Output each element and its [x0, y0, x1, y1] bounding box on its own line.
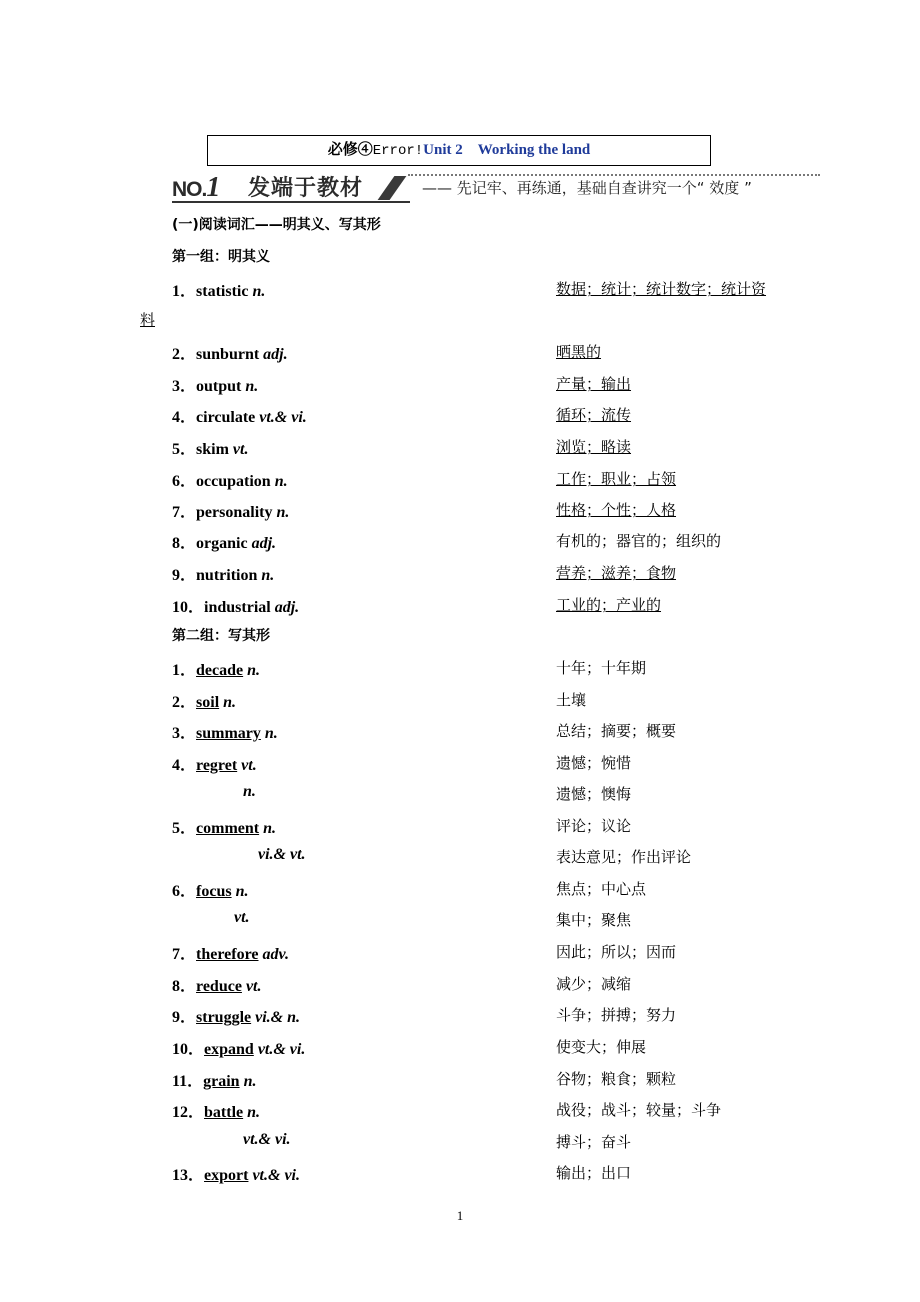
english-word: therefore: [196, 946, 259, 963]
vocab-term: [172, 499, 289, 522]
vocab-term: [172, 657, 260, 680]
item-number: 8．: [172, 535, 197, 552]
banner-slash-icon: [378, 176, 407, 200]
item-number: 3．: [172, 378, 197, 395]
part-of-speech: vt.& vi.: [252, 1167, 300, 1184]
chinese-meaning: 工作；职业；占领: [556, 470, 677, 488]
vocab-row: [0, 530, 920, 554]
item-number: 4．: [172, 757, 197, 774]
item-number: 7．: [172, 504, 197, 521]
vocab-row: [0, 1036, 920, 1060]
vocab-term: [234, 909, 250, 927]
english-word: grain: [203, 1073, 240, 1090]
vocab-row: [0, 278, 920, 302]
chinese-meaning: 有机的；器官的；组织的: [556, 532, 722, 550]
part-of-speech: vt.& vi.: [243, 1131, 291, 1148]
vocab-term: [172, 1068, 256, 1091]
vocab-row: [0, 846, 920, 870]
vocab-term: [172, 878, 248, 901]
banner-underline: [172, 201, 410, 203]
vocab-row: [0, 783, 920, 807]
vocab-row: [0, 1131, 920, 1155]
english-word: occupation: [196, 473, 271, 490]
item-number: 10．: [172, 1041, 205, 1058]
chinese-meaning: 减少；减缩: [556, 975, 632, 993]
part-of-speech: adv.: [262, 946, 290, 963]
part-of-speech: vt.: [241, 757, 257, 774]
unit-label: Unit 2: [423, 142, 463, 158]
item-number: 3．: [172, 725, 197, 742]
chinese-meaning: 循环；流传: [556, 406, 632, 424]
unit-title-box: [207, 135, 711, 166]
chinese-meaning: 斗争；拼搏；努力: [556, 1006, 677, 1024]
item-number: 9．: [172, 1009, 197, 1026]
chinese-meaning: 焦点；中心点: [556, 880, 647, 898]
vocab-row: [0, 499, 920, 523]
chinese-meaning: 战役；战斗；较量；斗争: [556, 1101, 722, 1119]
vocab-row: [0, 594, 920, 618]
part-of-speech: n.: [247, 1104, 261, 1121]
vocab-term: [172, 530, 276, 553]
vocab-row: [0, 657, 920, 681]
item-number: 12．: [172, 1104, 205, 1121]
part-of-speech: n.: [274, 473, 288, 490]
vocab-term: [172, 404, 307, 427]
english-word: reduce: [196, 978, 242, 995]
item-number: 13．: [172, 1167, 205, 1184]
vocab-row: [0, 1099, 920, 1123]
english-word: struggle: [196, 1009, 252, 1026]
chinese-meaning: 数据；统计；统计数字；统计资: [556, 280, 767, 298]
vocab-row: [0, 1004, 920, 1028]
part-of-speech: n.: [247, 662, 261, 679]
part-of-speech: vt.: [245, 978, 262, 995]
item-number: 5．: [172, 441, 197, 458]
chinese-meaning: 性格；个性；人格: [556, 501, 677, 519]
chinese-meaning: 土壤: [556, 691, 587, 709]
english-word: nutrition: [196, 567, 258, 584]
page-number: 1: [456, 1208, 464, 1223]
part-of-speech: vi.& vt.: [258, 846, 306, 863]
english-word: regret: [196, 757, 238, 774]
vocab-row: [0, 1068, 920, 1092]
chinese-meaning: 工业的；产业的: [556, 596, 662, 614]
vocab-term: [172, 373, 258, 396]
group1-title: 第一组：明其义: [172, 249, 270, 265]
vocab-term: [172, 941, 289, 964]
vocab-term: [243, 1131, 291, 1149]
english-word: output: [196, 378, 242, 395]
vocab-term: [172, 1036, 305, 1059]
item-number: 6．: [172, 883, 197, 900]
field-error: Error!: [372, 143, 424, 159]
vocab-row: [0, 909, 920, 933]
part-of-speech: n.: [235, 883, 249, 900]
part-of-speech: n.: [261, 567, 275, 584]
banner-subtitle: —— 先记牢、再练通，基础自查讲究一个“ 效度 ”: [422, 179, 752, 197]
meaning-wrap: 料: [140, 311, 156, 329]
part-of-speech: n.: [252, 283, 266, 300]
banner-heading: 发端于教材: [248, 176, 364, 201]
banner-dotted-rule: [408, 174, 820, 176]
chinese-meaning: 浏览；略读: [556, 438, 632, 456]
english-word: battle: [204, 1104, 244, 1121]
vocab-term: [172, 689, 236, 712]
part-of-speech: vt.: [232, 441, 249, 458]
vocab-row: [0, 373, 920, 397]
vocab-term: [172, 720, 278, 743]
item-number: 1．: [172, 662, 197, 679]
section-banner: [172, 170, 822, 204]
english-word: sunburnt: [196, 346, 260, 363]
item-number: 1．: [172, 283, 197, 300]
group2-title: 第二组：写其形: [172, 628, 270, 644]
vocab-term: [172, 278, 265, 301]
vocab-row: [0, 404, 920, 428]
english-word: personality: [196, 504, 273, 521]
chinese-meaning: 晒黑的: [556, 343, 602, 361]
part-of-speech: n.: [276, 504, 290, 521]
item-number: 2．: [172, 346, 197, 363]
item-number: 9．: [172, 567, 197, 584]
vocab-term: [172, 468, 288, 491]
item-number: 8．: [172, 978, 197, 995]
english-word: decade: [196, 662, 244, 679]
item-number: 2．: [172, 694, 197, 711]
vocab-row: [0, 468, 920, 492]
chinese-meaning: 表达意见；作出评论: [556, 848, 692, 866]
part-of-speech: adj.: [274, 599, 300, 616]
item-number: 11．: [172, 1073, 204, 1090]
english-word: circulate: [196, 409, 256, 426]
chinese-meaning: 产量；输出: [556, 375, 632, 393]
item-number: 7．: [172, 946, 197, 963]
vocab-row: [0, 752, 920, 776]
vocab-row: [0, 941, 920, 965]
english-word: export: [204, 1167, 249, 1184]
chinese-meaning: 遗憾；懊悔: [556, 785, 632, 803]
vocab-term: [172, 752, 257, 775]
part-of-speech: adj.: [251, 535, 277, 552]
vocab-row: [0, 815, 920, 839]
item-number: 6．: [172, 473, 197, 490]
vocab-term: [172, 436, 248, 459]
english-word: comment: [196, 820, 260, 837]
chinese-meaning: 总结；摘要；概要: [556, 722, 677, 740]
vocab-row: [0, 1162, 920, 1186]
section-title: (一)阅读词汇——明其义、写其形: [172, 217, 381, 233]
part-of-speech: n.: [263, 820, 277, 837]
vocab-term: [172, 1099, 260, 1122]
vocab-term: [243, 783, 256, 801]
english-word: organic: [196, 535, 248, 552]
item-number: 4．: [172, 409, 197, 426]
vocab-term: [172, 815, 276, 838]
chinese-meaning: 集中；聚焦: [556, 911, 632, 929]
vocab-row: [0, 436, 920, 460]
vocab-term: [172, 341, 288, 364]
chinese-meaning: 搏斗；奋斗: [556, 1133, 632, 1151]
part-of-speech: vt.& vi.: [259, 409, 307, 426]
part-of-speech: n.: [264, 725, 278, 742]
chinese-meaning: 使变大；伸展: [556, 1038, 647, 1056]
english-word: summary: [196, 725, 261, 742]
english-word: skim: [196, 441, 229, 458]
vocab-row: [0, 973, 920, 997]
vocab-row: [0, 720, 920, 744]
item-number: 5．: [172, 820, 197, 837]
vocab-term: [172, 594, 299, 617]
part-of-speech: n.: [245, 378, 259, 395]
english-word: focus: [196, 883, 232, 900]
vocab-term: [172, 1162, 300, 1185]
vocab-row: [0, 562, 920, 586]
part-of-speech: n.: [223, 694, 237, 711]
english-word: expand: [204, 1041, 254, 1058]
part-of-speech: n.: [243, 1073, 257, 1090]
part-of-speech: n.: [243, 783, 256, 800]
vocab-term: [258, 846, 306, 864]
vocab-term: [172, 562, 274, 585]
unit-title: Working the land: [477, 142, 591, 158]
chinese-meaning: 营养；滋养；食物: [556, 564, 677, 582]
item-number: 10．: [172, 599, 205, 616]
part-of-speech: adj.: [263, 346, 288, 363]
english-word: soil: [196, 694, 220, 711]
banner-number: NO.1: [172, 172, 220, 203]
chinese-meaning: 十年；十年期: [556, 659, 647, 677]
vocab-term: [172, 1004, 300, 1027]
part-of-speech: vt.& vi.: [257, 1041, 306, 1058]
part-of-speech: vi.& n.: [255, 1009, 301, 1026]
chinese-meaning: 谷物；粮食；颗粒: [556, 1070, 677, 1088]
english-word: industrial: [204, 599, 271, 616]
english-word: statistic: [196, 283, 249, 300]
chinese-meaning: 遗憾；惋惜: [556, 754, 632, 772]
vocab-term: [172, 973, 261, 996]
vocab-row: [0, 878, 920, 902]
book-label: 必修④: [327, 142, 373, 158]
vocab-row: [0, 689, 920, 713]
chinese-meaning: 评论；议论: [556, 817, 632, 835]
chinese-meaning: 输出；出口: [556, 1164, 632, 1182]
part-of-speech: vt.: [234, 909, 250, 926]
chinese-meaning: 因此；所以；因而: [556, 943, 677, 961]
vocab-row: [0, 341, 920, 365]
